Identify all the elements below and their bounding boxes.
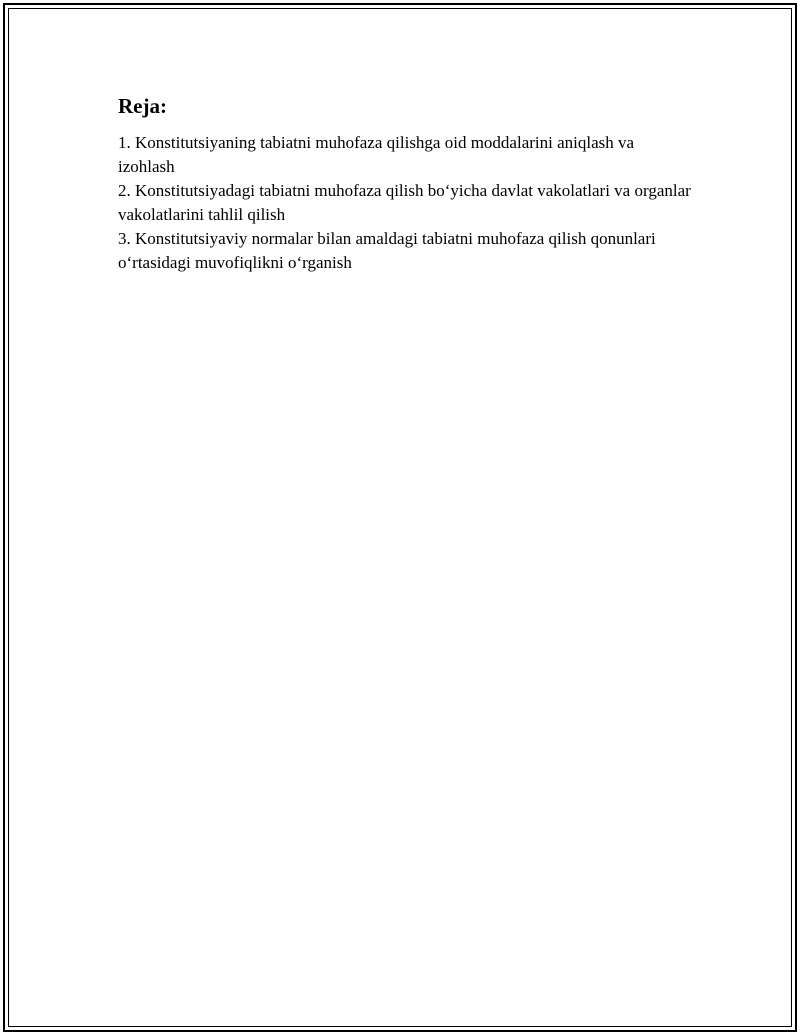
plan-item-3: 3. Konstitutsiyaviy normalar bilan amaldagi tabiatni muhofaza qilish qonunlari o‘rtasidagi muvofiqlikni o‘rganish [118,229,656,272]
plan-heading: Reja: [118,94,167,118]
plan-item-2: 2. Konstitutsiyadagi tabiatni muhofaza qilish bo‘yicha davlat vakolatlari va organlar vakolatlarini tahlil qilish [118,181,691,224]
plan-item-1: 1. Konstitutsiyaning tabiatni muhofaza qilishga oid moddalarini aniqlash va izohlash [118,133,635,176]
plan-list [118,131,693,275]
document-body [118,93,693,275]
